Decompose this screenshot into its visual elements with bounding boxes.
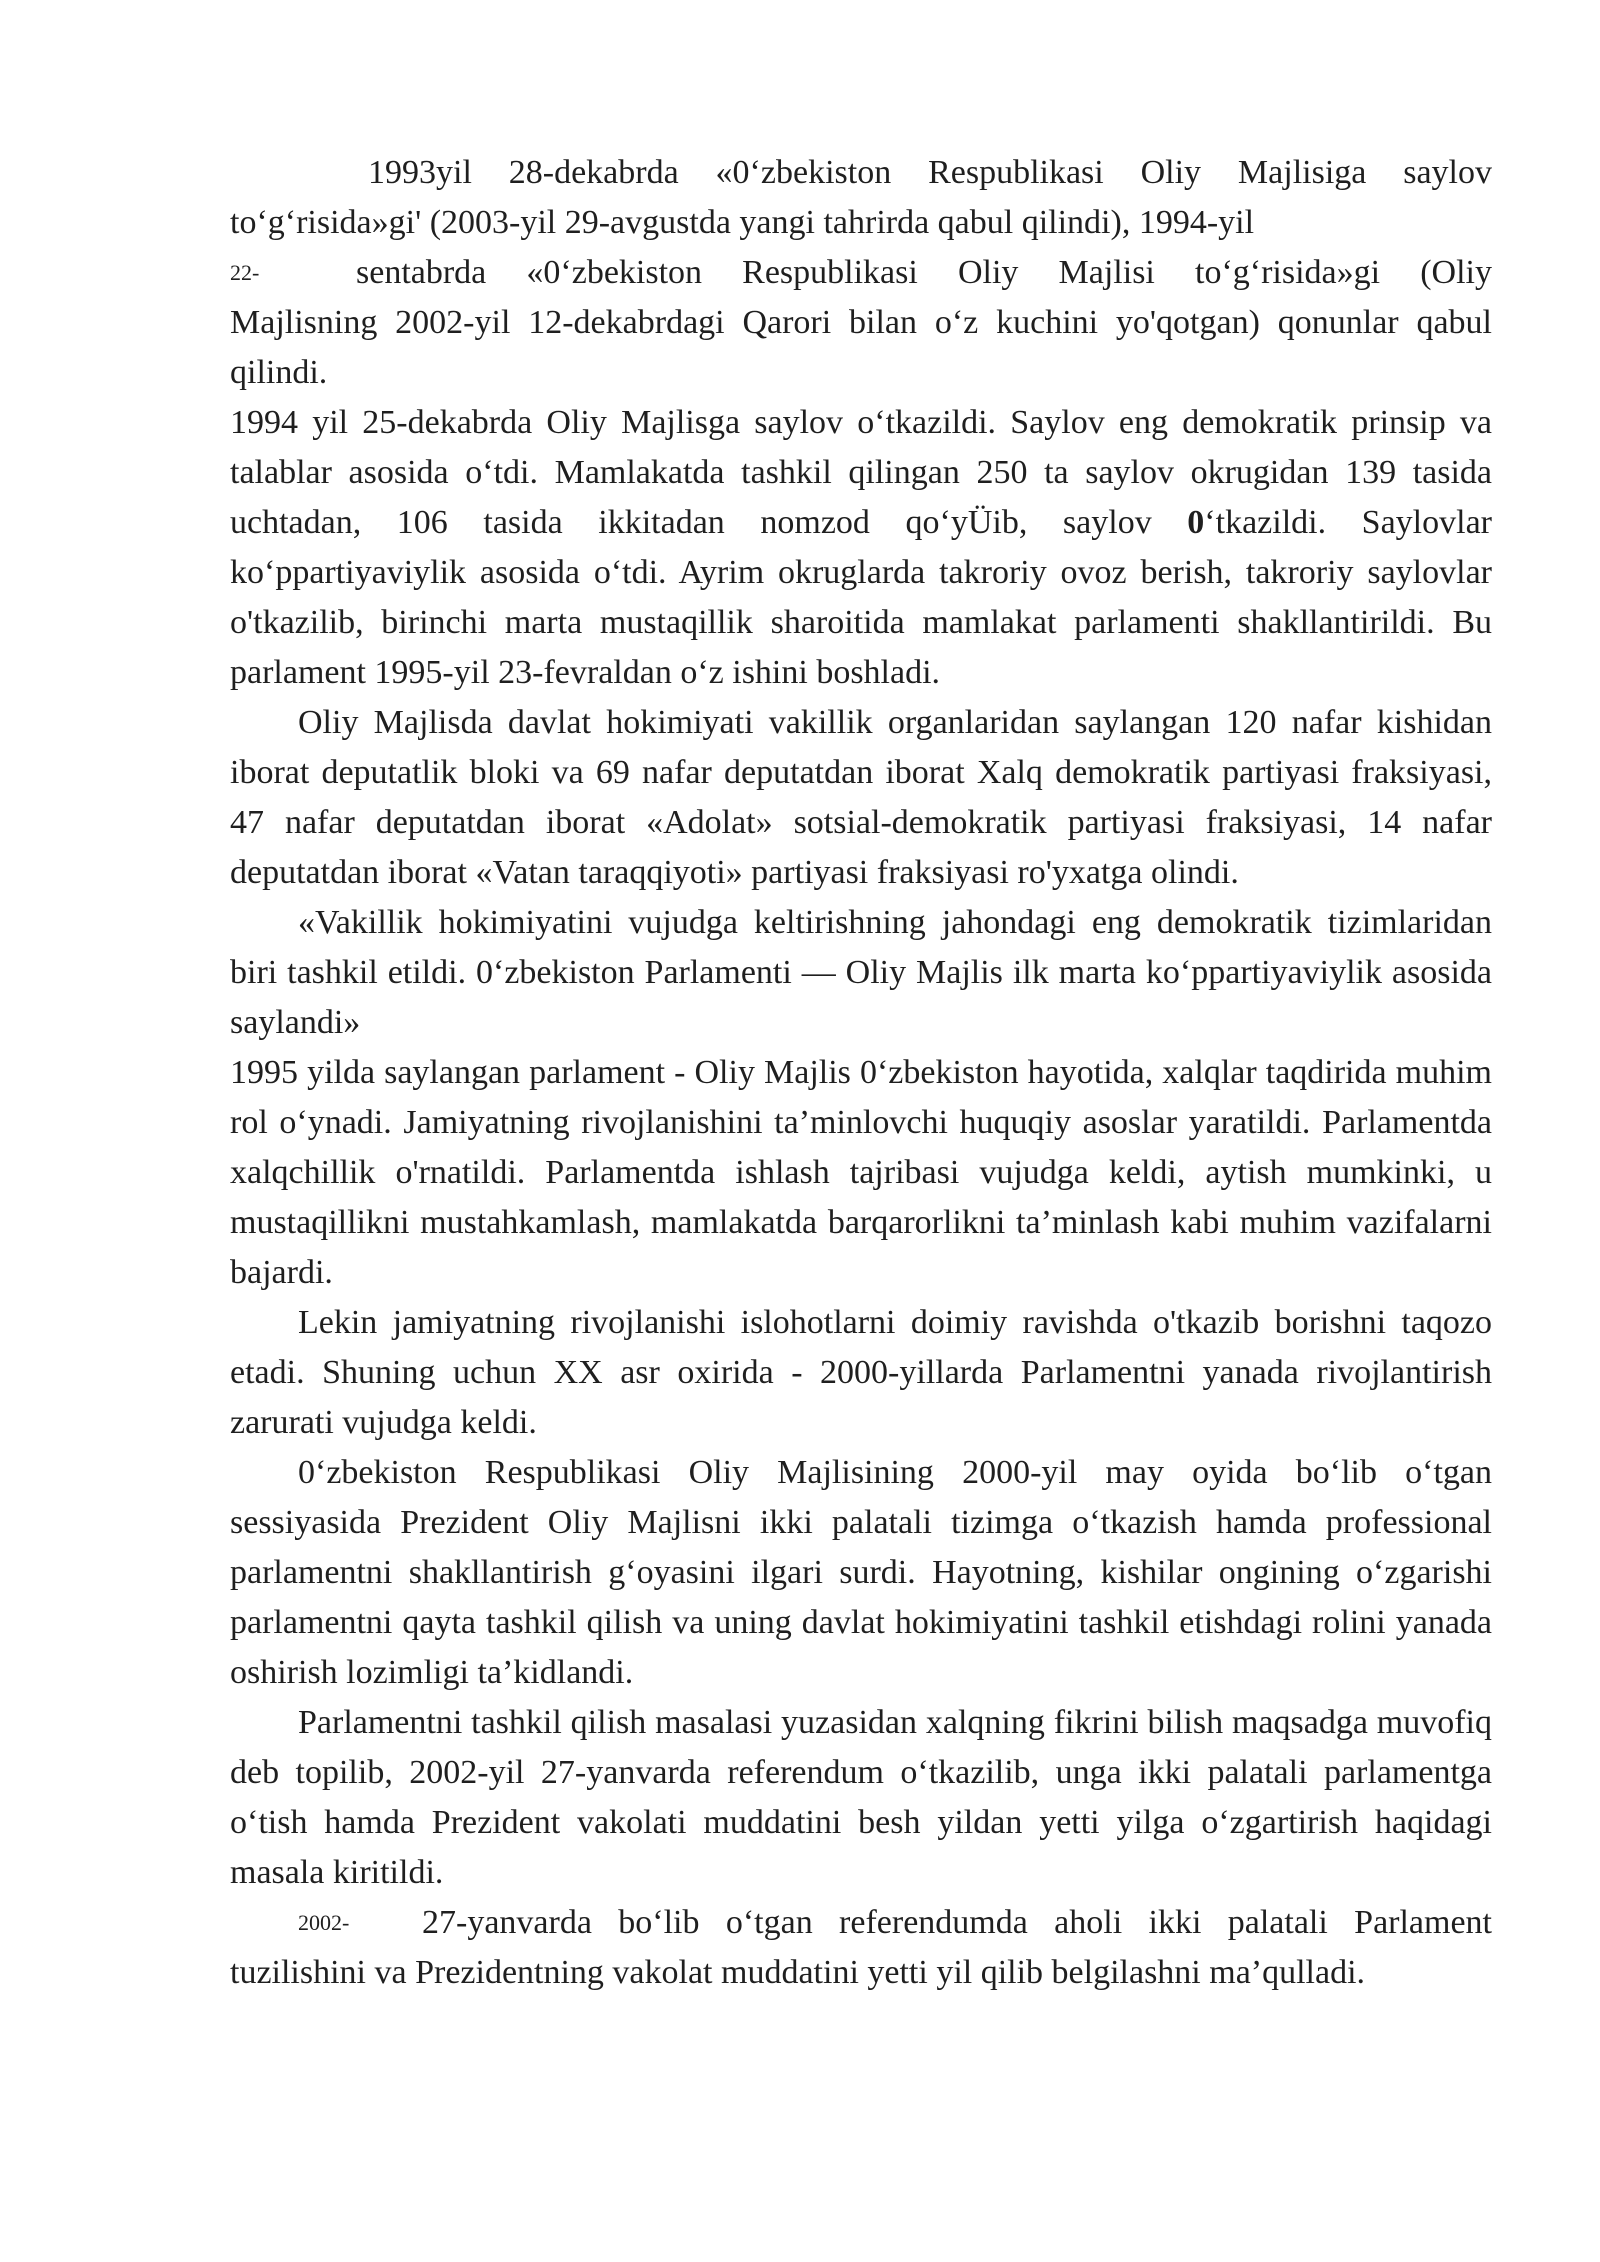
paragraph-8: Parlamentni tashkil qilish masalasi yuzasidan xalqning fikrini bilish maqsadga muvofiq deb topilib, 2002-yil 27-yanvarda referendum o‘tkazilib, unga ikki palatali parlamentga o‘tish hamda Prezident vakolati muddatini besh yildan yetti yilga o‘zgartirish haqidagi masala kiritildi. (230, 1704, 1492, 1891)
paragraph-2-start: 1994 yil 25-dekabrda Oliy Majlisga saylov o‘tkazildi. Saylov eng demokratik prinsip va talablar asosida o‘tdi. Mamlakatda tashkil qilingan 250 ta saylov okrugidan 139 tasida uchtadan, 106 tasida ikkitadan nomzod qo‘yÜib, saylov (230, 404, 1492, 541)
paragraph-9-line-1 (230, 1898, 1492, 1948)
paragraph-2-end: ‘tkazildi. Saylovlar ko‘ppartiyaviylik asosida o‘tdi. Ayrim okruglarda takroriy ovoz berish, takroriy saylovlar o'tkazilib, birinchi marta mustaqillik sharoitida mamlakat parlamenti shakllantirildi. Bu parlament 1995-yil 23-fevraldan o‘z ishini boshladi. (230, 504, 1492, 691)
paragraph-7: 0‘zbekiston Respublikasi Oliy Majlisining 2000-yil may oyida bo‘lib o‘tgan sessiyasida Prezident Oliy Majlisni ikki palatali tizimga o‘tkazish hamda professional parlamentni shakllantirish g‘oyasini ilgari surdi. Hayotning, kishilar ongining o‘zgarishi parlamentni qayta tashkil qilish va uning davlat hokimiyatini tashkil etishdagi rolini yanada oshirish lozimligi ta’kidlandi. (230, 1454, 1492, 1691)
paragraph-6: Lekin jamiyatning rivojlanishi islohotlarni doimiy ravishda o'tkazib borishni taqozo etadi. Shuning uchun XX asr oxirida - 2000-yillarda Parlamentni yanada rivojlantirish zarurati vujudga keldi. (230, 1304, 1492, 1441)
paragraph-1-line-3 (230, 248, 1492, 298)
bold-zero: 0 (1187, 504, 1205, 541)
paragraph-1-line-2: to‘g‘risida»gi' (2003-yil 29-avgustda yangi tahrirda qabul qilindi), 1994-yil (230, 204, 1255, 241)
paragraph-1-rest: Majlisning 2002-yil 12-dekabrdagi Qarori bilan o‘z kuchini yo'qotgan) qonunlar qabul qilindi. (230, 304, 1492, 391)
date-fragment: 22- (230, 260, 260, 285)
paragraph-2 (230, 398, 1492, 698)
paragraph-9 (230, 1898, 1492, 1998)
paragraph-9-line-1-text: 27-yanvarda bo‘lib o‘tgan referendumda aholi ikki palatali Parlament (422, 1904, 1492, 1941)
paragraph-5: 1995 yilda saylangan parlament - Oliy Majlis 0‘zbekiston hayotida, xalqlar taqdirida muhim rol o‘ynadi. Jamiyatning rivojlanishini ta’minlovchi huquqiy asoslar yaratildi. Parlamentda xalqchillik o'rnatildi. Parlamentda ishlash tajribasi vujudga keldi, aytish mumkinki, u mustaqillikni mustahkamlash, mamlakatda barqarorlikni ta’minlash kabi muhim vazifalarni bajardi. (230, 1054, 1492, 1291)
paragraph-9-line-2: tuzilishini va Prezidentning vakolat muddatini yetti yil qilib belgilashni ma’qulladi. (230, 1954, 1366, 1991)
paragraph-1-line-3-text: sentabrda «0‘zbekiston Respublikasi Oliy Majlisi to‘g‘risida»gi (Oliy (356, 254, 1492, 291)
paragraph-1-line-1: 1993yil 28-dekabrda «0‘zbekiston Respublikasi Oliy Majlisiga saylov (368, 154, 1492, 191)
paragraph-1 (230, 148, 1492, 398)
year-fragment: 2002- (298, 1910, 350, 1935)
paragraph-4: «Vakillik hokimiyatini vujudga keltirishning jahondagi eng demokratik tizimlaridan biri tashkil etildi. 0‘zbekiston Parlamenti — Oliy Majlis ilk marta ko‘ppartiyaviylik asosida saylandi» (230, 904, 1492, 1041)
paragraph-3: Oliy Majlisda davlat hokimiyati vakillik organlaridan saylangan 120 nafar kishidan iborat deputatlik bloki va 69 nafar deputatdan iborat Xalq demokratik partiyasi fraksiyasi, 47 nafar deputatdan iborat «Adolat» sotsial-demokratik partiyasi fraksiyasi, 14 nafar deputatdan iborat «Vatan taraqqiyoti» partiyasi fraksiyasi ro'yxatga olindi. (230, 704, 1492, 891)
document-body (230, 148, 1492, 1998)
